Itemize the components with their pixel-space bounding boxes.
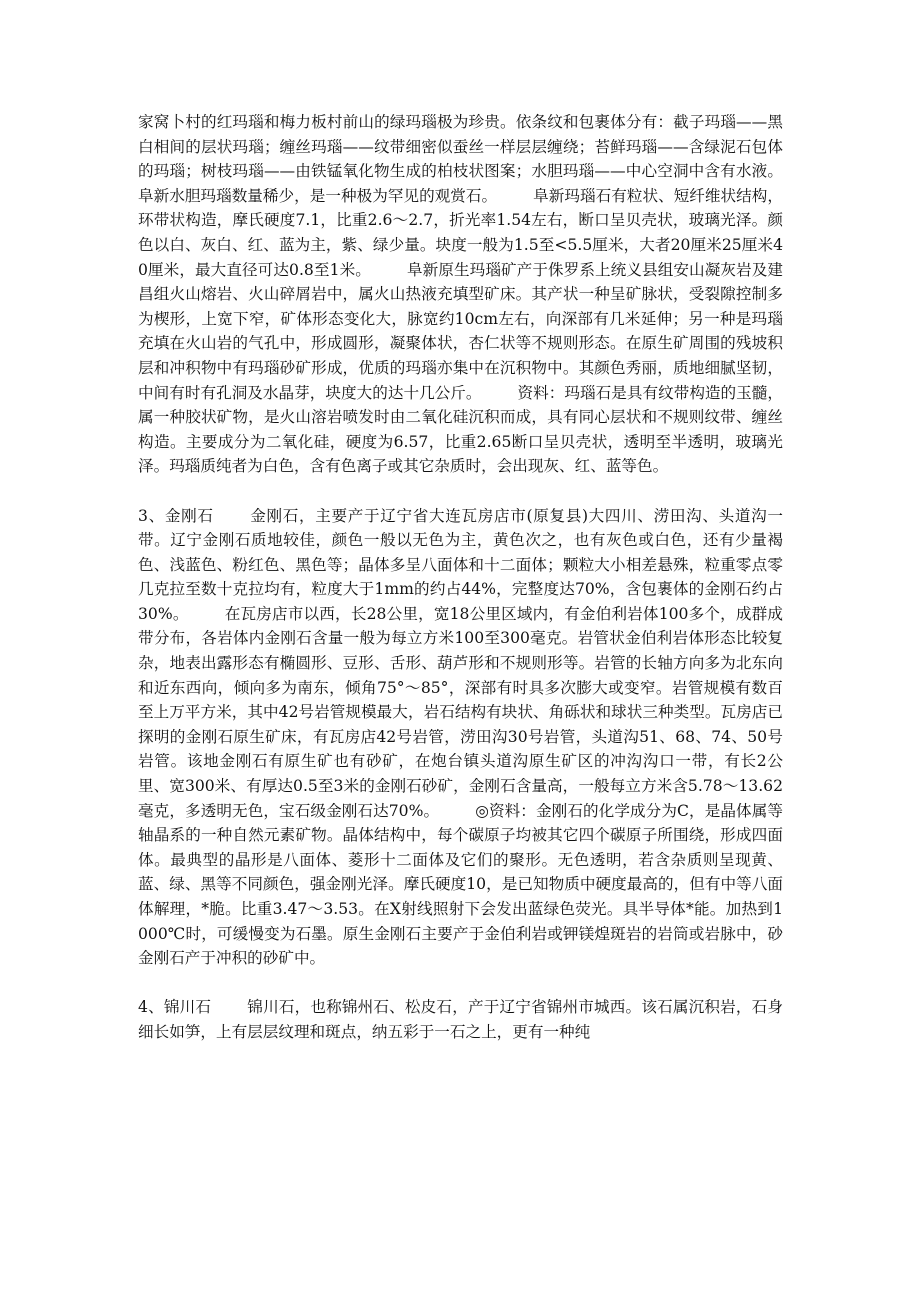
agate-deposit-text: 阜新原生玛瑙矿产于侏罗系上统义县组安山凝灰岩及建昌组火山熔岩、火山碎屑岩中，属火山热液充填型矿床。其产状一种呈矿脉状，受裂隙控制多为楔形，上宽下窄，矿体形态变化大，脉宽约10cm左右，向深部有几米延伸；另一种是玛瑙充填在火山岩的气孔中，形成圆形，凝聚体状，杏仁状等不规则形态。在原生矿周围的残坡积层和冲积物中有玛瑙砂矿形成，优质的玛瑙亦集中在沉积物中。其颜色秀丽，质地细腻坚韧，中间有时有孔洞及水晶芽，块度大的达十几公斤。 [138, 260, 783, 402]
diamond-deposit-text: 在瓦房店市以西，长28公里，宽18公里区域内，有金伯利岩体100多个，成群成带分布，各岩体内金刚石含量一般为每立方米100至300毫克。岩管状金伯利岩体形态比较复杂，地表出露形态有椭圆形、豆形、舌形、葫芦形和不规则形等。岩管的长轴方向多为北东向和近东西向，倾向多为南东，倾角75°～85°，深部有时具多次膨大或变窄。岩管规模有数百至上万平方米，其中42号岩管规模最大，岩石结构有块状、角砾状和球状三种类型。瓦房店已探明的金刚石原生矿床，有瓦房店42号岩管，涝田沟30号岩管，头道沟51、68、74、50号岩管。该地金刚石有原生矿也有砂矿，在炮台镇头道沟原生矿区的冲沟沟口一带，有长2公里、宽300米、有厚达0.5至3米的金刚石砂矿，金刚石含量高，一般每立方米含5.78～13.62毫克，多透明无色，宝石级金刚石达70%。 [138, 604, 783, 820]
paragraph-gap [138, 971, 783, 996]
diamond-intro-text: 金刚石，主要产于辽宁省大连瓦房店市(原复县)大四川、涝田沟、头道沟一带。辽宁金刚石质地较佳，颜色一般以无色为主，黄色次之，也有灰色或白色，还有少量褐色、浅蓝色、粉红色、黑色等；晶体多呈八面体和十二面体；颗粒大小相差悬殊，粒重零点零几克拉至数十克拉均有，粒度大于1mm的约占44%，完整度达70%，含包裹体的金刚石约占30%。 [138, 506, 784, 623]
diamond-heading: 3、金刚石 [138, 506, 214, 525]
jinchuan-paragraph [138, 995, 783, 1044]
agate-paragraph [138, 110, 783, 479]
jinchuan-intro-text: 锦川石，也称锦州石、松皮石，产于辽宁省锦州市城西。该石属沉积岩，石身细长如笋，上有层层纹理和斑点，纳五彩于一石之上，更有一种纯 [138, 998, 783, 1041]
agate-reference-text: 资料：玛瑙石是具有纹带构造的玉髓，属一种胶状矿物，是火山溶岩喷发时由二氧化硅沉积而成，具有同心层状和不规则纹带、缠丝构造。主要成分为二氧化硅，硬度为6.57，比重2.65断口呈贝壳状，透明至半透明，玻璃光泽。玛瑙质纯者为白色，含有色离子或其它杂质时，会出现灰、红、蓝等色。 [138, 383, 783, 476]
jinchuan-heading: 4、锦川石 [138, 998, 212, 1017]
agate-types-text: 家窝卜村的红玛瑙和梅力板村前山的绿玛瑙极为珍贵。依条纹和包裹体分有：截子玛瑙——黑白相间的层状玛瑙；缠丝玛瑙——纹带细密似蚕丝一样层层缠绕；苔鲜玛瑙——含绿泥石包体的玛瑙；树枝玛瑙——由铁锰氧化物生成的柏枝状图案；水胆玛瑙——中心空洞中含有水液。阜新水胆玛瑙数量稀少，是一种极为罕见的观赏石。 [138, 113, 783, 205]
diamond-paragraph [138, 504, 783, 971]
paragraph-gap [138, 479, 783, 504]
document-page [138, 110, 783, 1045]
diamond-reference-text: ◎资料：金刚石的化学成分为C，是晶体属等轴晶系的一种自然元素矿物。晶体结构中，每个碳原子均被其它四个碳原子所围绕，形成四面体。最典型的晶形是八面体、菱形十二面体及它们的聚形。无色透明，若含杂质则呈现黄、蓝、绿、黑等不同颜色，强金刚光泽。摩氏硬度10，是已知物质中硬度最高的，但有中等八面体解理，*脆。比重3.47～3.53。在X射线照射下会发出蓝绿色荧光。具半导体*能。加热到1000℃时，可缓慢变为石墨。原生金刚石主要产于金伯利岩或钾镁煌斑岩的岩筒或岩脉中，砂金刚石产于冲积的砂矿中。 [138, 801, 783, 968]
agate-properties-text: 阜新玛瑙石有粒状、短纤维状结构，环带状构造，摩氏硬度7.1，比重2.6～2.7，折光率1.54左右，断口呈贝壳状，玻璃光泽。颜色以白、灰白、红、蓝为主，紫、绿少量。块度一般为1.5至<5.5厘米，大者20厘米25厘米40厘米，最大直径可达0.8至1米。 [138, 186, 783, 279]
